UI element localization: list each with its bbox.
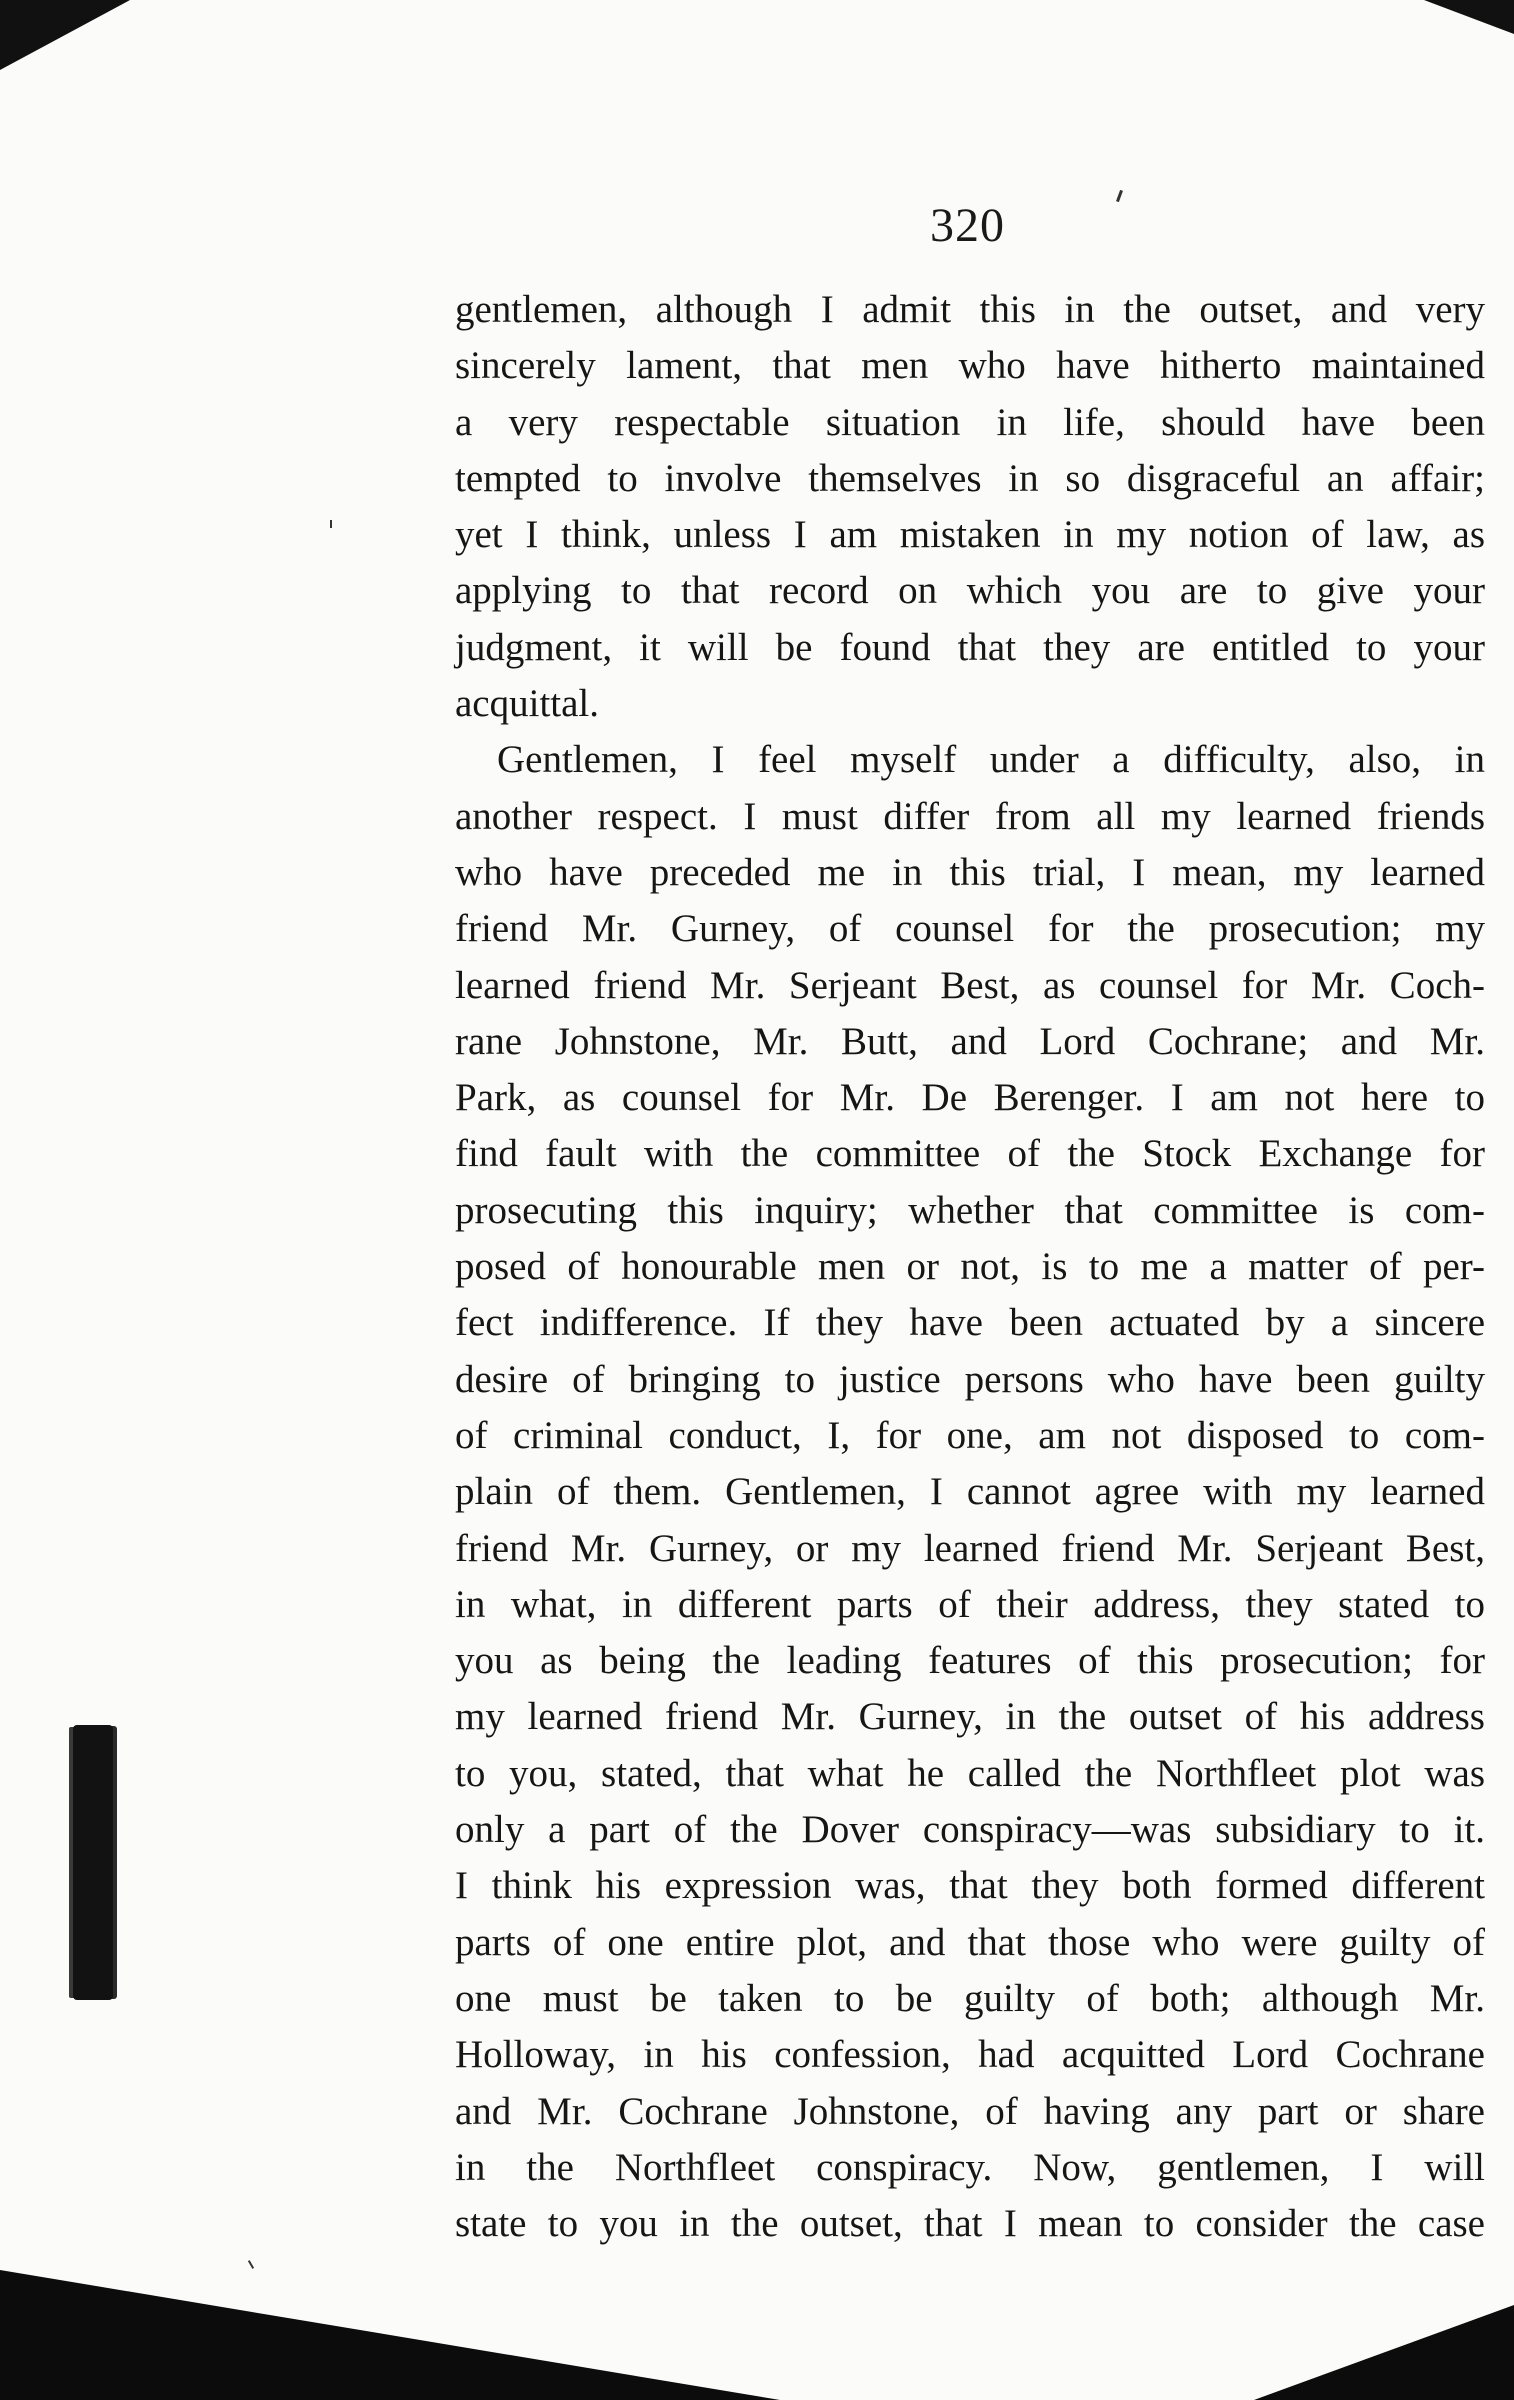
text-line: desire of bringing to justice persons who have been guilty <box>455 1357 1485 1401</box>
text-line: I think his expression was, that they both formed different <box>455 1864 1485 1908</box>
text-line: state to you in the outset, that I mean to consider the case <box>455 2202 1485 2246</box>
text-line: fect indifference. If they have been actuated by a sincere <box>455 1301 1485 1345</box>
text-line: tempted to involve themselves in so disgraceful an affair; <box>455 456 1485 500</box>
text-line: my learned friend Mr. Gurney, in the outset of his address <box>455 1695 1485 1739</box>
ink-speck <box>248 2260 254 2269</box>
text-line: a very respectable situation in life, should have been <box>455 400 1485 444</box>
scan-shadow-top-right <box>1424 0 1514 34</box>
text-line: who have preceded me in this trial, I mean, my learned <box>455 850 1485 894</box>
body-text <box>455 282 1485 2252</box>
ink-speck <box>1116 190 1123 202</box>
text-line: to you, stated, that what he called the Northfleet plot was <box>455 1751 1485 1795</box>
page-number: 320 <box>930 199 1005 252</box>
text-line: only a part of the Dover conspiracy—was subsidiary to it. <box>455 1808 1485 1852</box>
text-line: learned friend Mr. Serjeant Best, as counsel for Mr. Coch- <box>455 963 1485 1007</box>
text-line: in what, in different parts of their address, they stated to <box>455 1582 1485 1626</box>
text-line: judgment, it will be found that they are entitled to your <box>455 625 1485 669</box>
text-line: of criminal conduct, I, for one, am not disposed to com- <box>455 1413 1485 1457</box>
text-line: sincerely lament, that men who have hitherto maintained <box>455 344 1485 388</box>
text-line: Park, as counsel for Mr. De Berenger. I am not here to <box>455 1076 1485 1120</box>
text-line: yet I think, unless I am mistaken in my notion of law, as <box>455 513 1485 557</box>
text-line: friend Mr. Gurney, or my learned friend Mr. Serjeant Best, <box>455 1526 1485 1570</box>
text-line: in the Northfleet conspiracy. Now, gentlemen, I will <box>455 2145 1485 2189</box>
text-line: parts of one entire plot, and that those who were guilty of <box>455 1920 1485 1964</box>
text-line: acquittal. <box>455 682 600 726</box>
text-line: prosecuting this inquiry; whether that committee is com- <box>455 1188 1485 1232</box>
text-line: plain of them. Gentlemen, I cannot agree with my learned <box>455 1470 1485 1514</box>
binding-mark <box>73 1725 113 2000</box>
text-line: one must be taken to be guilty of both; although Mr. <box>455 1976 1485 2020</box>
text-line: Gentlemen, I feel myself under a difficulty, also, in <box>497 738 1485 782</box>
text-line: gentlemen, although I admit this in the outset, and very <box>455 288 1485 331</box>
text-line: posed of honourable men or not, is to me a matter of per- <box>455 1245 1485 1289</box>
text-line: Holloway, in his confession, had acquitted Lord Cochrane <box>455 2033 1485 2077</box>
scan-shadow-bottom-right <box>1254 2305 1514 2400</box>
scan-shadow-top-left <box>0 0 130 70</box>
text-line: another respect. I must differ from all my learned friends <box>455 794 1485 838</box>
scan-shadow-bottom-left <box>0 2270 780 2400</box>
text-line: and Mr. Cochrane Johnstone, of having any part or share <box>455 2089 1485 2133</box>
text-line: friend Mr. Gurney, of counsel for the prosecution; my <box>455 907 1485 951</box>
text-line: you as being the leading features of this prosecution; for <box>455 1639 1485 1683</box>
text-line: rane Johnstone, Mr. Butt, and Lord Cochrane; and Mr. <box>455 1019 1485 1063</box>
ink-speck <box>330 520 332 528</box>
text-line: applying to that record on which you are to give your <box>455 569 1485 613</box>
text-line: find fault with the committee of the Stock Exchange for <box>455 1132 1485 1176</box>
